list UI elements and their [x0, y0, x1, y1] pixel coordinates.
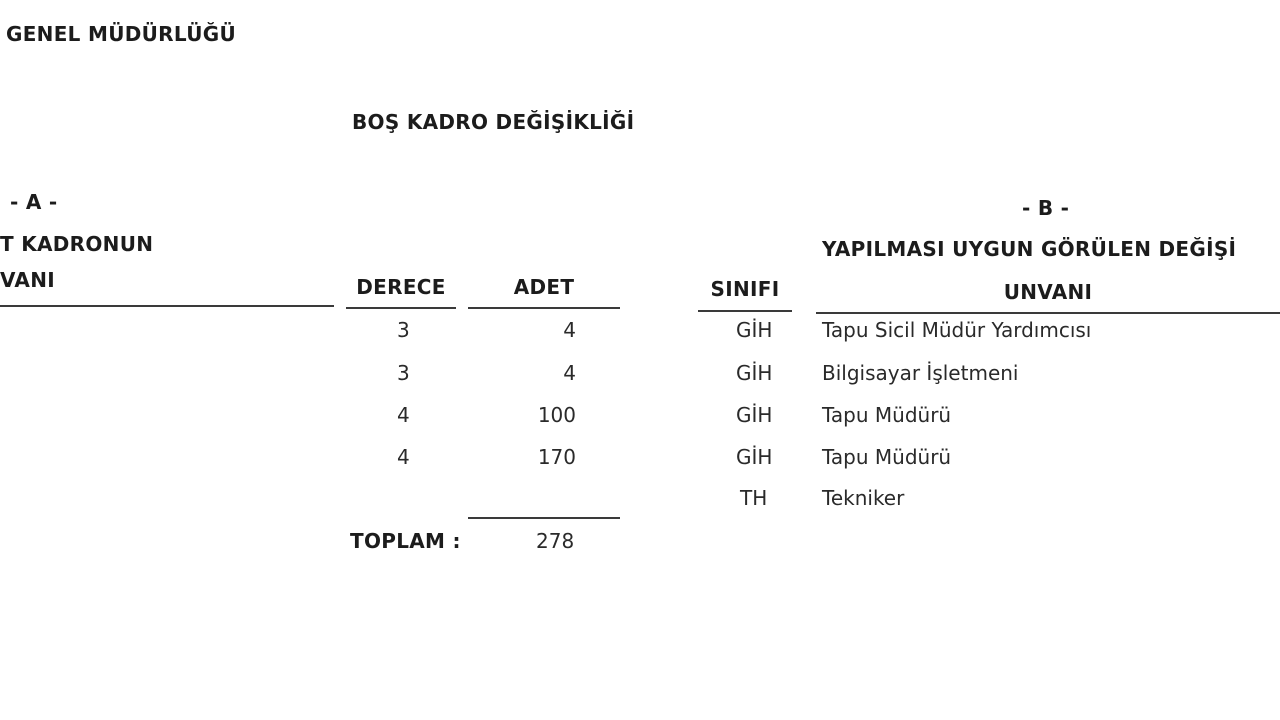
column-header-sinifi: SINIFI: [710, 277, 780, 301]
unvani-cell: Bilgisayar İşletmeni: [822, 361, 1019, 385]
section-a-marker: - A -: [10, 190, 58, 214]
derece-header-rule: [346, 307, 456, 309]
adet-cell: 100: [537, 403, 576, 427]
section-a-heading-line1: T KADRONUN: [0, 232, 154, 256]
sinifi-cell: GİH: [736, 445, 773, 469]
section-a-heading-line2: VANI: [0, 268, 55, 292]
adet-cell: 4: [563, 361, 576, 385]
total-label: TOPLAM :: [350, 529, 461, 553]
unvani-header-rule: [816, 312, 1280, 314]
unvani-cell: Tekniker: [822, 486, 905, 510]
organization-header: GENEL MÜDÜRLÜĞÜ: [6, 22, 236, 46]
derece-cell: 3: [397, 318, 410, 342]
adet-cell: 170: [537, 445, 576, 469]
derece-cell: 4: [397, 403, 410, 427]
section-b-marker: - B -: [1022, 196, 1070, 220]
derece-cell: 4: [397, 445, 410, 469]
column-header-derece: DERECE: [356, 275, 446, 299]
adet-header-rule: [468, 307, 620, 309]
section-b-heading: YAPILMASI UYGUN GÖRÜLEN DEĞİŞİ: [822, 237, 1237, 261]
document-title: BOŞ KADRO DEĞİŞİKLİĞİ: [352, 110, 635, 134]
sinifi-header-rule: [698, 310, 792, 312]
adet-cell: 4: [563, 318, 576, 342]
column-header-unvani: UNVANI: [1003, 280, 1093, 304]
derece-cell: 3: [397, 361, 410, 385]
sinifi-cell: TH: [740, 486, 768, 510]
unvani-cell: Tapu Müdürü: [822, 445, 952, 469]
section-a-title-rule: [0, 305, 334, 307]
unvani-cell: Tapu Müdürü: [822, 403, 952, 427]
sinifi-cell: GİH: [736, 361, 773, 385]
total-value: 278: [536, 529, 575, 553]
column-header-adet: ADET: [513, 275, 575, 299]
sinifi-cell: GİH: [736, 403, 773, 427]
sinifi-cell: GİH: [736, 318, 773, 342]
total-rule: [468, 517, 620, 519]
unvani-cell: Tapu Sicil Müdür Yardımcısı: [822, 318, 1092, 342]
